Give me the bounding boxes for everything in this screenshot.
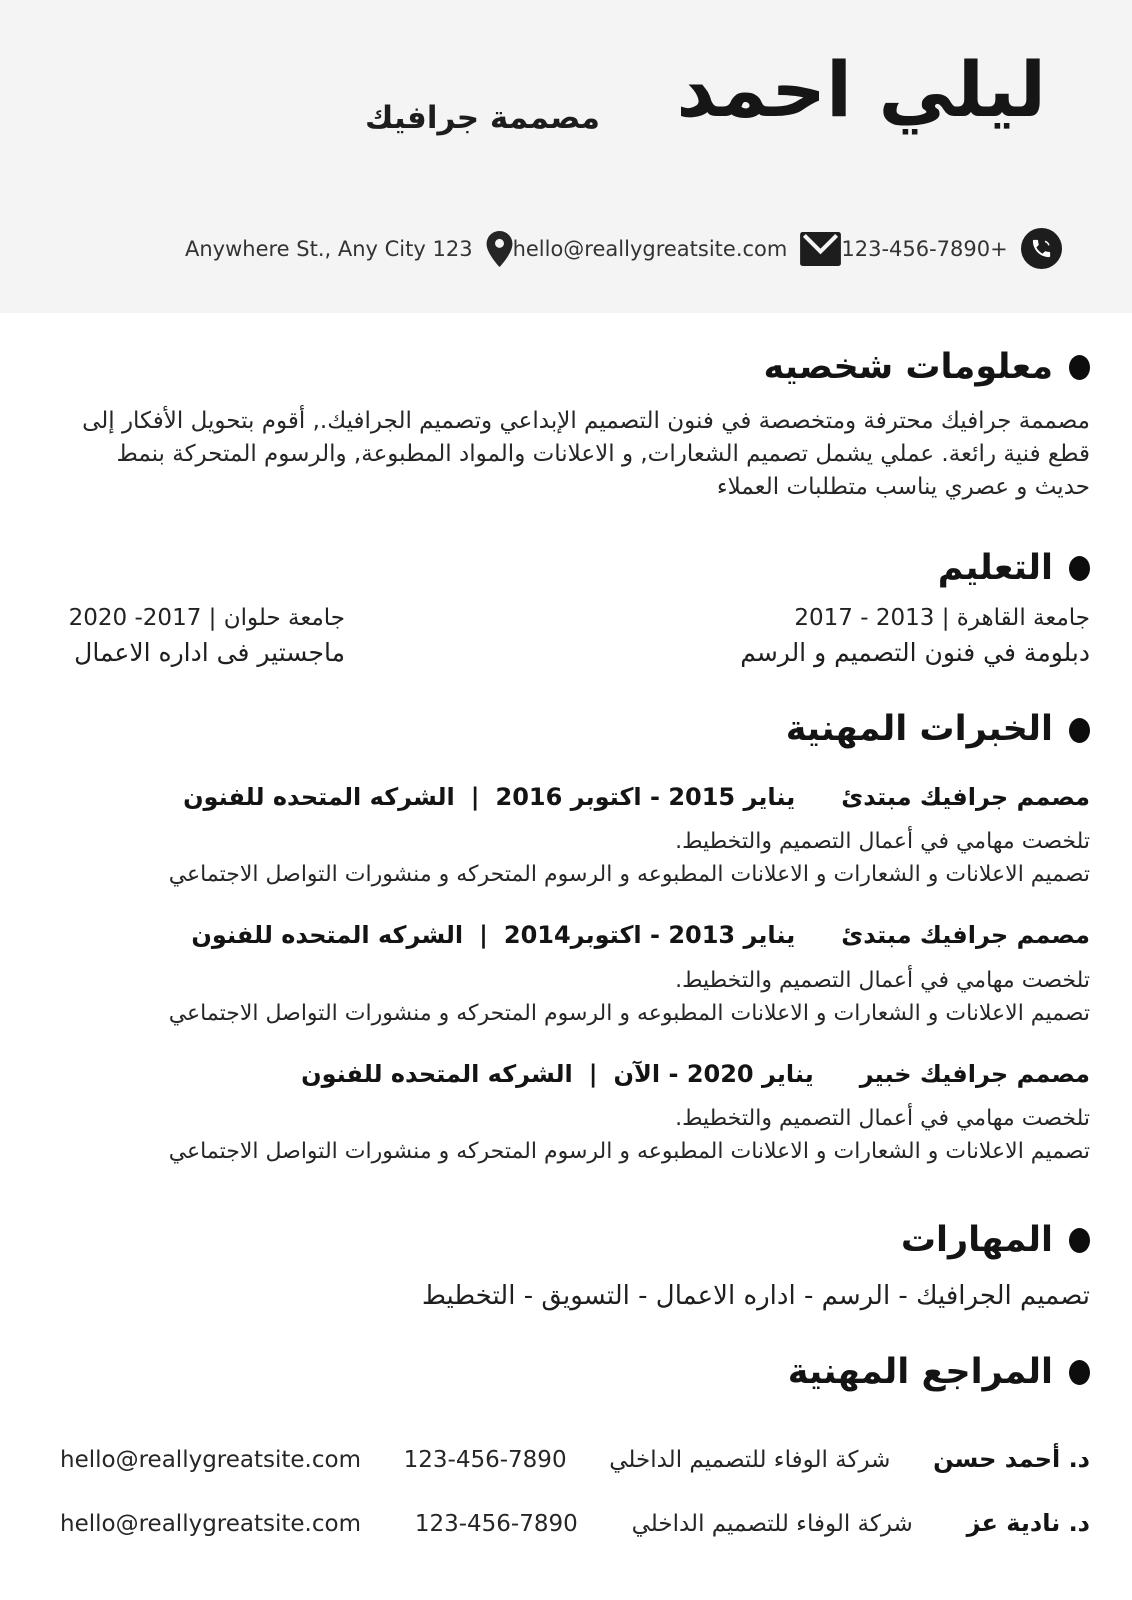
address-text: Anywhere St., Any City 123 (185, 236, 473, 261)
section-personal-info (60, 345, 1090, 504)
education-entries (60, 601, 1090, 671)
job-company: الشركه المتحده للفنون (301, 1059, 573, 1088)
reference-name: د. نادية عز (966, 1509, 1090, 1538)
contact-row (0, 228, 1132, 269)
section-references (60, 1350, 1090, 1538)
degree: دبلومة في فنون التصميم و الرسم (740, 638, 1090, 668)
education-entry (575, 601, 1090, 671)
job-description (60, 964, 1090, 1030)
education-entry (60, 601, 575, 671)
phone-text: 123-456-7890+ (841, 236, 1008, 261)
section-title: التعليم (937, 547, 1053, 588)
section-title: معلومات شخصيه (763, 347, 1053, 387)
separator: | (588, 1059, 598, 1088)
job-desc-line: تصميم الاعلانات و الشعارات و الاعلانات المطبوعه و الرسوم المتحركه و منشورات التواصل الاجتماعي (168, 1139, 1090, 1164)
job-role: مصمم جرافيك مبتدئ (841, 921, 1090, 950)
reference-phone: 123-456-7890 (403, 1447, 567, 1474)
job-desc-line: تصميم الاعلانات و الشعارات و الاعلانات المطبوعه و الرسوم المتحركه و منشورات التواصل الاجتماعي (168, 1000, 1090, 1026)
section-skills (60, 1218, 1090, 1314)
job-entry (60, 781, 1090, 891)
education-heading (60, 546, 1090, 592)
reference-phone: 123-456-7890 (414, 1511, 578, 1538)
reference-company: شركة الوفاء للتصميم الداخلي (609, 1447, 891, 1474)
job-role: مصمم جرافيك مبتدئ (841, 782, 1090, 811)
bullet-icon (1069, 1360, 1090, 1385)
separator: | (470, 782, 480, 811)
school-and-years: جامعة حلوان | 2017- 2020 (68, 605, 345, 632)
section-title: المراجع المهنية (787, 1351, 1053, 1392)
section-education (60, 546, 1090, 672)
job-dates: يناير 2015 - اكتوبر 2016 (495, 782, 796, 811)
bullet-icon (1069, 556, 1090, 581)
personal-info-paragraph: مصممة جرافيك محترفة ومتخصصة في فنون التصميم الإبداعي وتصميم الجرافيك., أقوم بتحويل الأفكار إلى قطع فنية رائعة. عملي يشمل تصميم الشعارات, و الاعلانات والمواد المطبوعة, والرسوم المتحركة بنمط حديث و عصري يناسب متطلبات العملاء (82, 407, 1090, 500)
contact-email (513, 232, 842, 266)
school-and-years: جامعة القاهرة | 2013 - 2017 (794, 605, 1090, 632)
section-title: الخبرات المهنية (785, 709, 1053, 750)
separator: | (479, 921, 488, 950)
reference-rows (60, 1445, 1090, 1537)
header-band (0, 0, 1132, 313)
section-experience (60, 707, 1090, 1168)
job-desc-line: تلخصت مهامي في أعمال التصميم والتخطيط. (675, 829, 1090, 855)
content-area (0, 313, 1132, 1537)
job-title-line (60, 781, 1090, 813)
reference-row (60, 1509, 1090, 1537)
job-desc-line: تلخصت مهامي في أعمال التصميم والتخطيط. (675, 1106, 1090, 1131)
reference-name: د. أحمد حسن (933, 1445, 1090, 1474)
personal-info-heading (60, 345, 1090, 391)
reference-email: hello@reallygreatsite.com (60, 1447, 361, 1474)
job-desc-line: تصميم الاعلانات و الشعارات و الاعلانات المطبوعه و الرسوم المتحركه و منشورات التواصل الاجتماعي (168, 862, 1090, 888)
reference-email: hello@reallygreatsite.com (60, 1511, 361, 1538)
job-description (60, 1102, 1090, 1168)
skills-heading (60, 1218, 1090, 1264)
skills-list: تصميم الجرافيك - الرسم - اداره الاعمال - التسويق - التخطيط (421, 1280, 1090, 1311)
location-pin-icon (486, 230, 513, 268)
contact-phone (841, 228, 1061, 269)
job-dates: يناير 2013 - اكتوبر2014 (503, 921, 796, 950)
references-heading (60, 1350, 1090, 1396)
reference-company: شركة الوفاء للتصميم الداخلي (631, 1511, 913, 1538)
section-title: المهارات (900, 1220, 1053, 1260)
person-job-title: مصممة جرافيك (365, 100, 600, 136)
degree: ماجستير فى اداره الاعمال (74, 638, 345, 668)
job-dates: يناير 2020 - الآن (613, 1059, 814, 1088)
envelope-icon (800, 232, 841, 266)
bullet-icon (1069, 1228, 1090, 1253)
email-text: hello@reallygreatsite.com (512, 236, 788, 261)
contact-address (185, 230, 513, 268)
phone-icon (1021, 228, 1062, 269)
job-desc-line: تلخصت مهامي في أعمال التصميم والتخطيط. (675, 967, 1090, 993)
job-title-line (60, 919, 1090, 951)
job-title-line (60, 1058, 1090, 1090)
job-entry (60, 919, 1090, 1029)
job-entry (60, 1058, 1090, 1168)
job-company: الشركه المتحده للفنون (183, 782, 455, 811)
bullet-icon (1069, 355, 1090, 380)
reference-row (60, 1445, 1090, 1473)
job-role: مصمم جرافيك خبير (859, 1059, 1090, 1088)
bullet-icon (1069, 718, 1090, 743)
job-company: الشركه المتحده للفنون (191, 921, 464, 950)
experience-heading (60, 707, 1090, 753)
job-description (60, 825, 1090, 891)
person-name: ليلي احمد (676, 45, 1046, 134)
